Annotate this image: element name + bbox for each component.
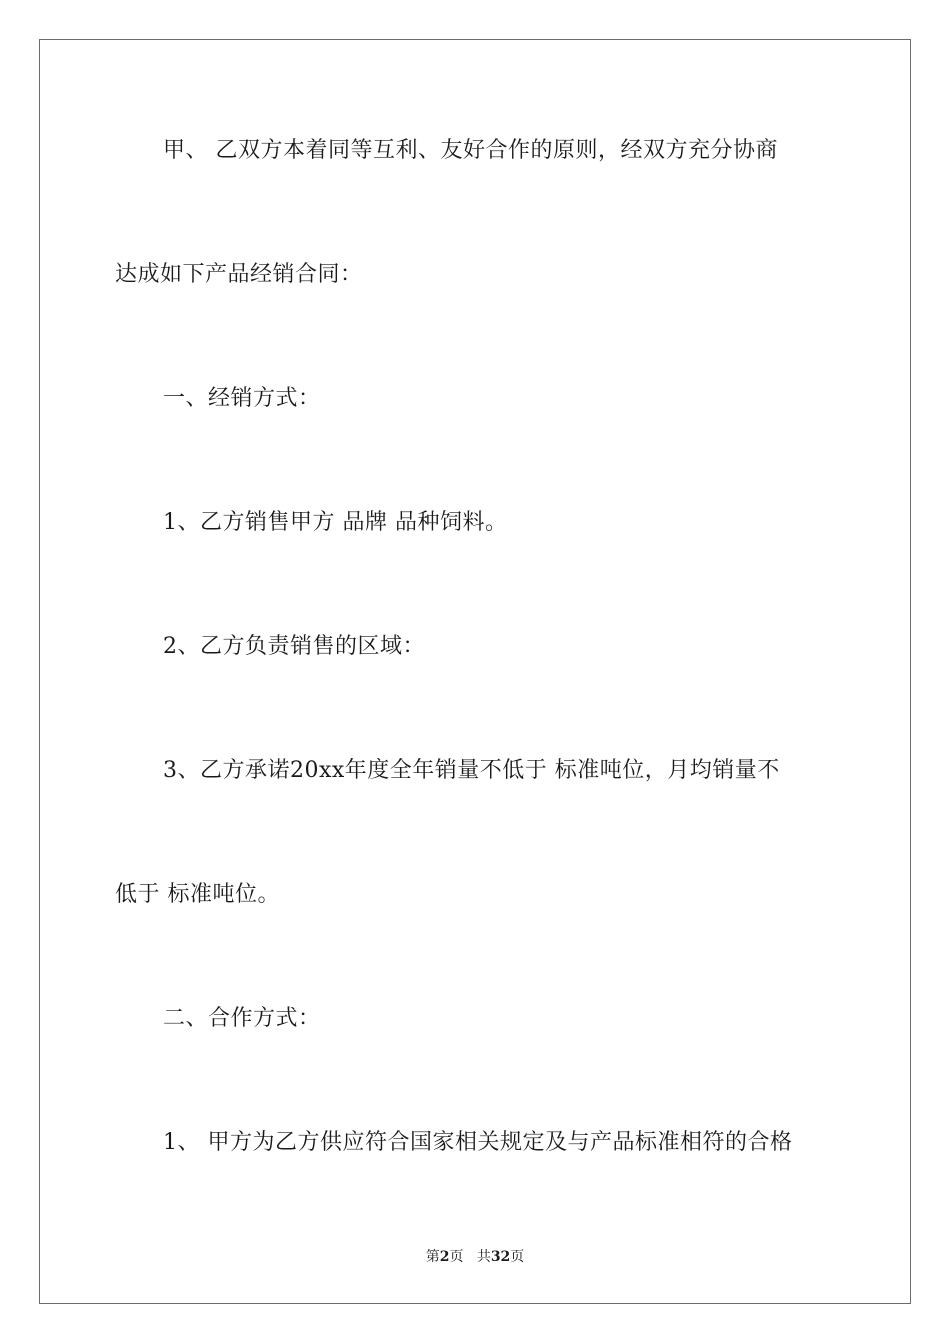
clause-1-products: 1、乙方销售甲方 品牌 品种饲料。 (163, 510, 508, 535)
page-footer (0, 1247, 950, 1267)
section-heading-distribution: 一、经销方式： (163, 386, 321, 411)
footer-total-suffix: 页 (510, 1249, 525, 1265)
clause-2-region: 2、乙方负责销售的区域： (163, 634, 425, 659)
paragraph-intro: 甲、 乙双方本着同等互利、友好合作的原则，经双方充分协商 (163, 138, 778, 163)
footer-total-pages: 32 (490, 1249, 511, 1265)
clause-1-supply: 1、 甲方为乙方供应符合国家相关规定及与产品标准相符的合格 (163, 1130, 793, 1155)
paragraph-intro-continued: 达成如下产品经销合同： (115, 262, 363, 287)
footer-page-number: 2 (439, 1249, 450, 1265)
footer-page-prefix: 第 (425, 1249, 440, 1265)
page-border (39, 39, 911, 1304)
section-heading-cooperation: 二、合作方式： (163, 1006, 321, 1031)
clause-3-sales-volume: 3、乙方承诺20xx年度全年销量不低于 标准吨位，月均销量不 (163, 758, 780, 783)
clause-3-sales-volume-continued: 低于 标准吨位。 (115, 882, 280, 907)
footer-page-suffix: 页 (449, 1249, 464, 1265)
footer-total-prefix: 共 (476, 1249, 491, 1265)
